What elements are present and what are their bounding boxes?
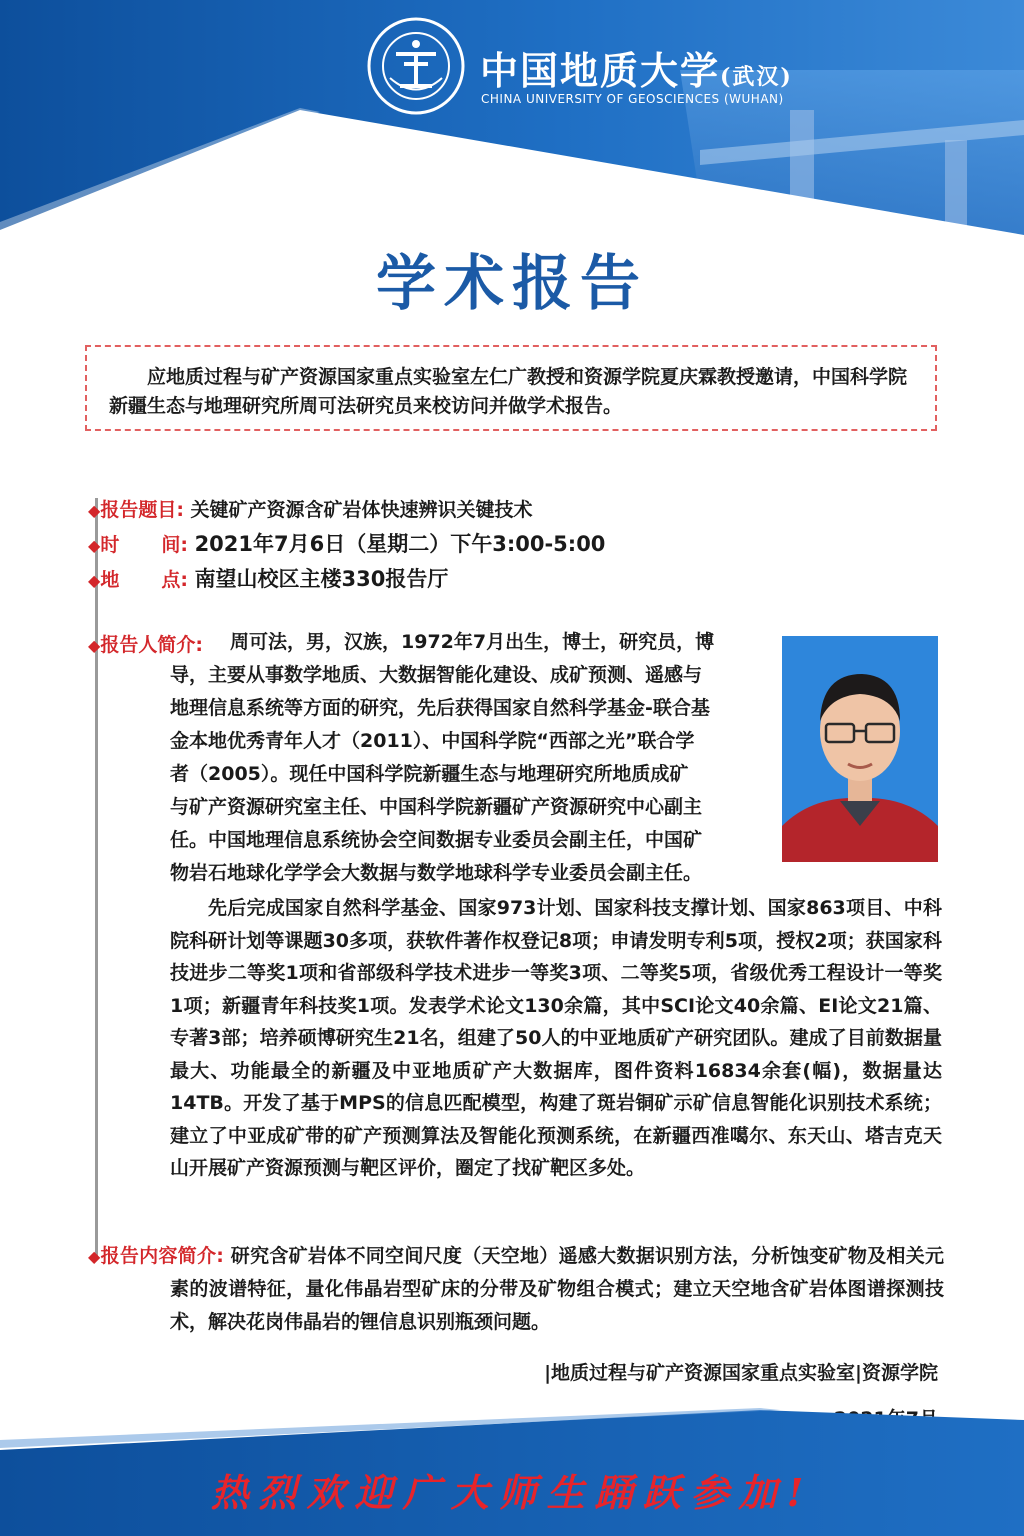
report-text: 研究含矿岩体不同空间尺度（天空地）遥感大数据识别方法，分析蚀变矿物及相关元素的波谱特征，量化伟晶岩型矿床的分带及矿物组合模式；建立天空地含矿岩体图谱探测技术，解决花岗伟晶岩的锂信息识别瓶颈问题。 (170, 1245, 944, 1333)
diamond-icon: ◆ (88, 536, 101, 555)
topic-row (88, 495, 533, 522)
time-value: 2021年7月6日（星期二）下午3:00-5:00 (194, 532, 606, 556)
diamond-icon: ◆ (88, 1247, 101, 1266)
report-summary (88, 1240, 944, 1339)
bio-line: 与矿产资源研究室主任、中国科学院新疆矿产资源研究中心副主 (170, 796, 703, 818)
report-label: 报告内容简介: (100, 1245, 224, 1267)
bio-line: 者（2005）。现任中国科学院新疆生态与地理研究所地质成矿 (170, 763, 689, 785)
place-label: 地 点: (100, 569, 188, 591)
diamond-icon: ◆ (88, 636, 101, 655)
university-emblem (366, 16, 466, 116)
time-label: 时 间: (100, 534, 188, 556)
bio-line: 周可法，男，汉族，1972年7月出生，博士，研究员，博 (230, 631, 715, 653)
bio-paragraph-2: 先后完成国家自然科学基金、国家973计划、国家科技支撑计划、国家863项目、中科院科研计划等课题30多项，获软件著作权登记8项；申请发明专利5项，授权2项；获国家科技进步二等奖1项和省部级科学技术进步一等奖3项、二等奖5项，省级优秀工程设计一等奖1项；新疆青年科技奖1项。发表学术论文130余篇，其中SCI论文40余篇、EI论文21篇、专著3部；培养硕博研究生21名，组建了50人的中亚地质矿产研究团队。建成了目前数据量最大、功能最全的新疆及中亚地质矿产大数据库，图件资料16834余套(幅)，数据量达14TB。开发了基于MPS的信息匹配模型，构建了斑岩铜矿示矿信息智能化识别技术系统；建立了中亚成矿带的矿产预测算法及智能化预测系统，在新疆西准噶尔、东天山、塔吉克天山开展矿产资源预测与靶区评价，圈定了找矿靶区多处。 (170, 897, 942, 1179)
university-name-cn: 中国地质大学(武汉) (480, 48, 793, 93)
bio-line: 地理信息系统等方面的研究，先后获得国家自然科学基金-联合基 (170, 697, 710, 719)
bio-label: 报告人简介: (100, 634, 203, 656)
intro-box (85, 345, 937, 431)
time-row (88, 528, 605, 558)
footer-org: |地质过程与矿产资源国家重点实验室|资源学院 (544, 1362, 938, 1384)
bio-line: 金本地优秀青年人才（2011）、中国科学院“西部之光”联合学 (170, 730, 695, 752)
welcome-slogan: 热烈欢迎广大师生踊跃参加! (210, 1470, 814, 1515)
diamond-icon: ◆ (88, 571, 101, 590)
topic-value: 关键矿产资源含矿岩体快速辨识关键技术 (190, 499, 533, 521)
divider-line (95, 498, 98, 1258)
diamond-icon: ◆ (88, 501, 101, 520)
place-value: 南望山校区主楼330报告厅 (194, 567, 449, 591)
university-name-en: CHINA UNIVERSITY OF GEOSCIENCES (WUHAN) (481, 92, 784, 106)
bio-line: 任。中国地理信息系统协会空间数据专业委员会副主任，中国矿 (170, 829, 703, 851)
page-title: 学术报告 (376, 249, 648, 319)
intro-text: 应地质过程与矿产资源国家重点实验室左仁广教授和资源学院夏庆霖教授邀请，中国科学院新疆生态与地理研究所周可法研究员来校访问并做学术报告。 (109, 366, 908, 417)
speaker-photo (782, 636, 938, 862)
bio-line: 物岩石地球化学学会大数据与数学地球科学专业委员会副主任。 (170, 862, 703, 884)
topic-label: 报告题目: (100, 499, 184, 521)
header-banner (0, 0, 1024, 240)
bio-block (106, 626, 772, 890)
bio-line: 导，主要从事数学地质、大数据智能化建设、成矿预测、遥感与 (170, 664, 703, 686)
place-row (88, 563, 448, 593)
